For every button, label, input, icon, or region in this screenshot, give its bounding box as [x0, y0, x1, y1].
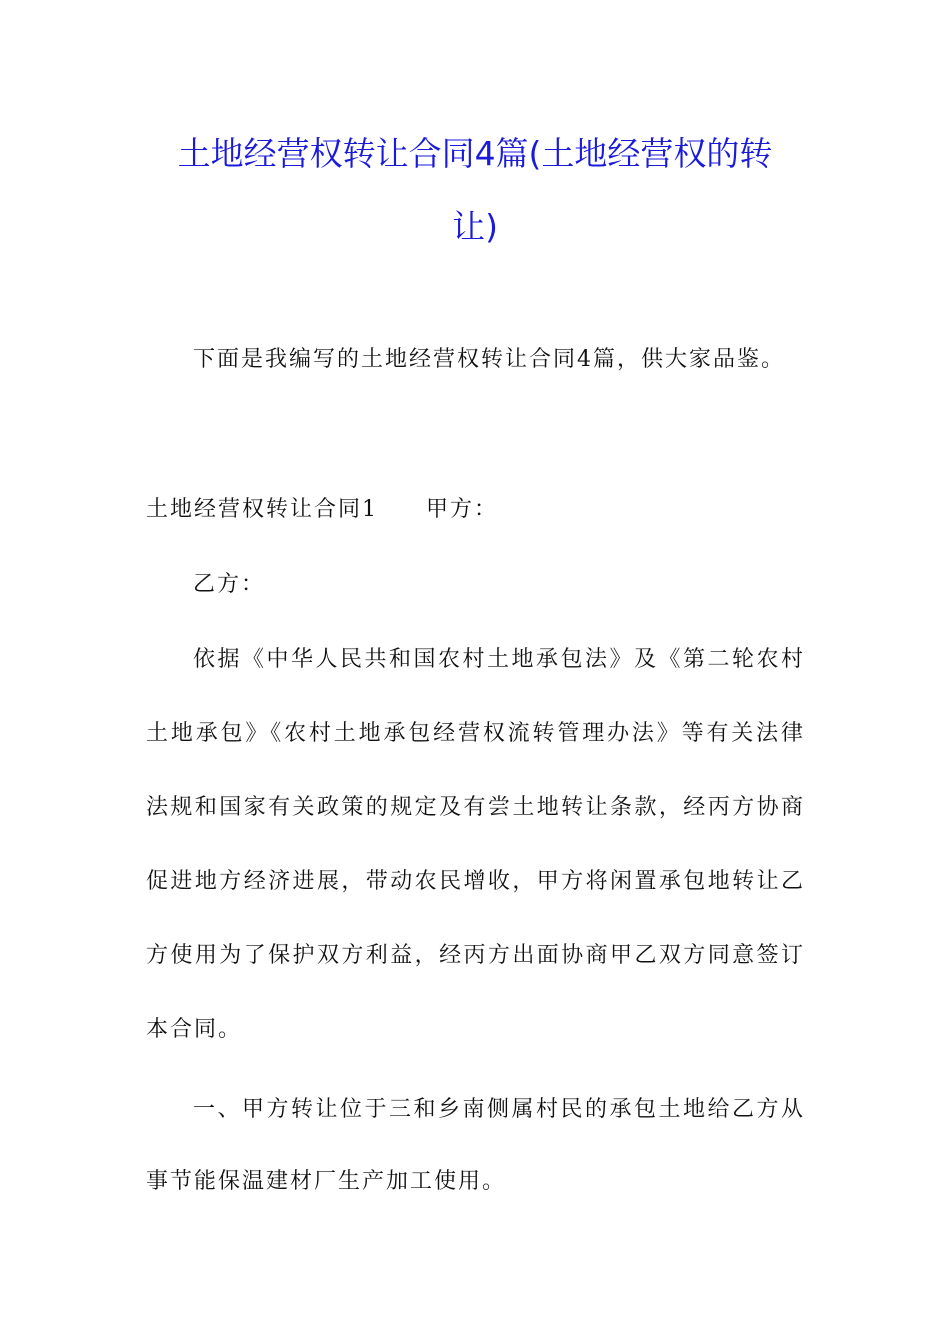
paragraph-1-line: 促进地方经济进展，带动农民增收，甲方将闲置承包地转让乙 — [146, 869, 804, 894]
paragraph-1-line: 土地承包》《农村土地承包经营权流转管理办法》等有关法律 — [146, 721, 804, 746]
intro-text: 下面是我编写的土地经营权转让合同4篇，供大家品鉴。 — [193, 347, 785, 372]
paragraph-1-line: 依据《中华人民共和国农村土地承包法》及《第二轮农村 — [193, 647, 804, 672]
paragraph-2-line: 一、甲方转让位于三和乡南侧属村民的承包土地给乙方从 — [193, 1097, 804, 1122]
party-a-label: 甲方： — [426, 497, 499, 522]
contract-heading-row — [146, 495, 826, 525]
party-b-label: 乙方： — [193, 572, 266, 597]
paragraph-1-line: 本合同。 — [146, 1017, 243, 1042]
document-title-line-1: 土地经营权转让合同4篇(土地经营权的转 — [177, 134, 773, 173]
paragraph-1-line: 方使用为了保护双方利益，经丙方出面协商甲乙双方同意签订 — [146, 943, 804, 968]
paragraph-1-line: 法规和国家有关政策的规定及有尝土地转让条款，经丙方协商 — [146, 795, 804, 820]
document-title-line-2: 让) — [452, 207, 498, 246]
paragraph-2-line: 事节能保温建材厂生产加工使用。 — [146, 1169, 507, 1194]
contract-1-heading: 土地经营权转让合同1 — [146, 497, 378, 522]
